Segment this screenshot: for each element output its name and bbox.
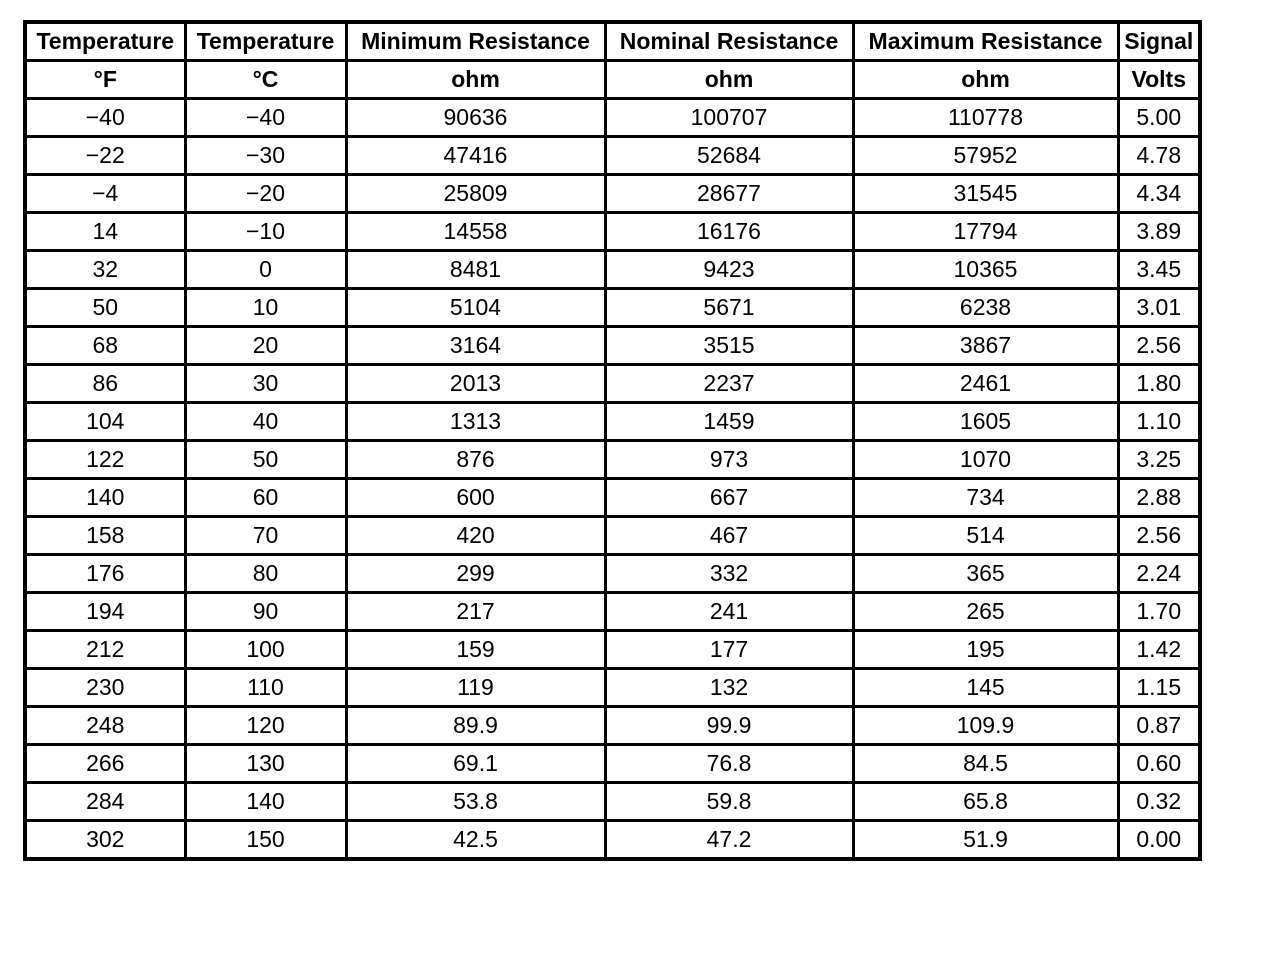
nominal-resistance-cell: 99.9	[605, 707, 853, 745]
signal-volts-cell: 3.89	[1118, 213, 1200, 251]
max-resistance-cell: 365	[853, 555, 1118, 593]
temp-c-cell: 60	[185, 479, 346, 517]
signal-volts-cell: 1.80	[1118, 365, 1200, 403]
temp-f-cell: 284	[25, 783, 185, 821]
signal-volts-cell: 0.00	[1118, 821, 1200, 860]
nominal-resistance-cell: 47.2	[605, 821, 853, 860]
nominal-resistance-cell: 332	[605, 555, 853, 593]
max-resistance-cell: 31545	[853, 175, 1118, 213]
table-row	[25, 175, 1200, 213]
table-row	[25, 555, 1200, 593]
nominal-resistance-cell: 973	[605, 441, 853, 479]
temp-f-cell: 14	[25, 213, 185, 251]
max-resistance-cell: 57952	[853, 137, 1118, 175]
table-row	[25, 213, 1200, 251]
temp-c-cell: 130	[185, 745, 346, 783]
temp-f-cell: 230	[25, 669, 185, 707]
min-resistance-cell: 1313	[346, 403, 605, 441]
temp-c-cell: 0	[185, 251, 346, 289]
min-resistance-cell: 69.1	[346, 745, 605, 783]
temp-f-cell: −22	[25, 137, 185, 175]
unit-ohm-min: ohm	[346, 61, 605, 99]
max-resistance-cell: 195	[853, 631, 1118, 669]
header-signal: Signal	[1118, 22, 1200, 61]
signal-volts-cell: 4.78	[1118, 137, 1200, 175]
table-container	[23, 20, 1202, 861]
nominal-resistance-cell: 467	[605, 517, 853, 555]
max-resistance-cell: 6238	[853, 289, 1118, 327]
temp-f-cell: 248	[25, 707, 185, 745]
temp-f-cell: 194	[25, 593, 185, 631]
min-resistance-cell: 90636	[346, 99, 605, 137]
temp-c-cell: 120	[185, 707, 346, 745]
units-row	[25, 61, 1200, 99]
signal-volts-cell: 3.01	[1118, 289, 1200, 327]
table-row	[25, 669, 1200, 707]
max-resistance-cell: 84.5	[853, 745, 1118, 783]
table-row	[25, 327, 1200, 365]
min-resistance-cell: 299	[346, 555, 605, 593]
nominal-resistance-cell: 2237	[605, 365, 853, 403]
temp-c-cell: −10	[185, 213, 346, 251]
temp-f-cell: −40	[25, 99, 185, 137]
temp-f-cell: 86	[25, 365, 185, 403]
min-resistance-cell: 3164	[346, 327, 605, 365]
temp-f-cell: 104	[25, 403, 185, 441]
signal-volts-cell: 3.45	[1118, 251, 1200, 289]
table-row	[25, 783, 1200, 821]
signal-volts-cell: 2.24	[1118, 555, 1200, 593]
max-resistance-cell: 265	[853, 593, 1118, 631]
min-resistance-cell: 159	[346, 631, 605, 669]
table-row	[25, 479, 1200, 517]
temp-c-cell: −40	[185, 99, 346, 137]
max-resistance-cell: 109.9	[853, 707, 1118, 745]
temp-c-cell: 80	[185, 555, 346, 593]
signal-volts-cell: 0.87	[1118, 707, 1200, 745]
temp-c-cell: 30	[185, 365, 346, 403]
nominal-resistance-cell: 52684	[605, 137, 853, 175]
min-resistance-cell: 42.5	[346, 821, 605, 860]
nominal-resistance-cell: 76.8	[605, 745, 853, 783]
nominal-resistance-cell: 1459	[605, 403, 853, 441]
unit-celsius: °C	[185, 61, 346, 99]
temp-f-cell: 32	[25, 251, 185, 289]
min-resistance-cell: 5104	[346, 289, 605, 327]
signal-volts-cell: 3.25	[1118, 441, 1200, 479]
table-row	[25, 403, 1200, 441]
max-resistance-cell: 734	[853, 479, 1118, 517]
nominal-resistance-cell: 5671	[605, 289, 853, 327]
table-row	[25, 251, 1200, 289]
temp-f-cell: 68	[25, 327, 185, 365]
table-body	[25, 99, 1200, 860]
temp-f-cell: 302	[25, 821, 185, 860]
max-resistance-cell: 65.8	[853, 783, 1118, 821]
min-resistance-cell: 420	[346, 517, 605, 555]
header-maximum-resistance: Maximum Resistance	[853, 22, 1118, 61]
min-resistance-cell: 600	[346, 479, 605, 517]
header-minimum-resistance: Minimum Resistance	[346, 22, 605, 61]
temp-f-cell: 176	[25, 555, 185, 593]
temp-c-cell: 10	[185, 289, 346, 327]
header-temperature-c: Temperature	[185, 22, 346, 61]
table-row	[25, 517, 1200, 555]
nominal-resistance-cell: 3515	[605, 327, 853, 365]
table-row	[25, 593, 1200, 631]
table-row	[25, 365, 1200, 403]
nominal-resistance-cell: 241	[605, 593, 853, 631]
temp-f-cell: 266	[25, 745, 185, 783]
max-resistance-cell: 10365	[853, 251, 1118, 289]
temp-c-cell: 150	[185, 821, 346, 860]
min-resistance-cell: 47416	[346, 137, 605, 175]
unit-fahrenheit: °F	[25, 61, 185, 99]
nominal-resistance-cell: 132	[605, 669, 853, 707]
temp-c-cell: 20	[185, 327, 346, 365]
min-resistance-cell: 119	[346, 669, 605, 707]
min-resistance-cell: 8481	[346, 251, 605, 289]
table-row	[25, 707, 1200, 745]
table-row	[25, 441, 1200, 479]
temp-f-cell: 50	[25, 289, 185, 327]
nominal-resistance-cell: 100707	[605, 99, 853, 137]
max-resistance-cell: 514	[853, 517, 1118, 555]
max-resistance-cell: 1605	[853, 403, 1118, 441]
nominal-resistance-cell: 667	[605, 479, 853, 517]
min-resistance-cell: 14558	[346, 213, 605, 251]
nominal-resistance-cell: 28677	[605, 175, 853, 213]
min-resistance-cell: 25809	[346, 175, 605, 213]
signal-volts-cell: 5.00	[1118, 99, 1200, 137]
max-resistance-cell: 17794	[853, 213, 1118, 251]
max-resistance-cell: 110778	[853, 99, 1118, 137]
nominal-resistance-cell: 177	[605, 631, 853, 669]
temp-c-cell: 40	[185, 403, 346, 441]
temp-f-cell: −4	[25, 175, 185, 213]
min-resistance-cell: 2013	[346, 365, 605, 403]
min-resistance-cell: 53.8	[346, 783, 605, 821]
signal-volts-cell: 2.56	[1118, 327, 1200, 365]
signal-volts-cell: 0.32	[1118, 783, 1200, 821]
min-resistance-cell: 876	[346, 441, 605, 479]
temp-c-cell: 70	[185, 517, 346, 555]
temp-f-cell: 212	[25, 631, 185, 669]
max-resistance-cell: 145	[853, 669, 1118, 707]
min-resistance-cell: 89.9	[346, 707, 605, 745]
nominal-resistance-cell: 9423	[605, 251, 853, 289]
nominal-resistance-cell: 59.8	[605, 783, 853, 821]
temp-f-cell: 158	[25, 517, 185, 555]
temp-c-cell: 90	[185, 593, 346, 631]
header-row	[25, 22, 1200, 61]
nominal-resistance-cell: 16176	[605, 213, 853, 251]
unit-volts: Volts	[1118, 61, 1200, 99]
signal-volts-cell: 1.42	[1118, 631, 1200, 669]
signal-volts-cell: 1.10	[1118, 403, 1200, 441]
temp-c-cell: 100	[185, 631, 346, 669]
temp-c-cell: −30	[185, 137, 346, 175]
table-row	[25, 631, 1200, 669]
table-row	[25, 137, 1200, 175]
max-resistance-cell: 51.9	[853, 821, 1118, 860]
max-resistance-cell: 2461	[853, 365, 1118, 403]
signal-volts-cell: 1.15	[1118, 669, 1200, 707]
signal-volts-cell: 0.60	[1118, 745, 1200, 783]
table-row	[25, 99, 1200, 137]
temp-c-cell: 140	[185, 783, 346, 821]
header-temperature-f: Temperature	[25, 22, 185, 61]
unit-ohm-nominal: ohm	[605, 61, 853, 99]
signal-volts-cell: 4.34	[1118, 175, 1200, 213]
resistance-table	[23, 20, 1202, 861]
temp-f-cell: 122	[25, 441, 185, 479]
table-row	[25, 745, 1200, 783]
signal-volts-cell: 1.70	[1118, 593, 1200, 631]
temp-c-cell: 50	[185, 441, 346, 479]
temp-c-cell: 110	[185, 669, 346, 707]
temp-c-cell: −20	[185, 175, 346, 213]
signal-volts-cell: 2.56	[1118, 517, 1200, 555]
max-resistance-cell: 1070	[853, 441, 1118, 479]
temp-f-cell: 140	[25, 479, 185, 517]
max-resistance-cell: 3867	[853, 327, 1118, 365]
header-nominal-resistance: Nominal Resistance	[605, 22, 853, 61]
table-row	[25, 289, 1200, 327]
signal-volts-cell: 2.88	[1118, 479, 1200, 517]
table-row	[25, 821, 1200, 860]
unit-ohm-max: ohm	[853, 61, 1118, 99]
min-resistance-cell: 217	[346, 593, 605, 631]
